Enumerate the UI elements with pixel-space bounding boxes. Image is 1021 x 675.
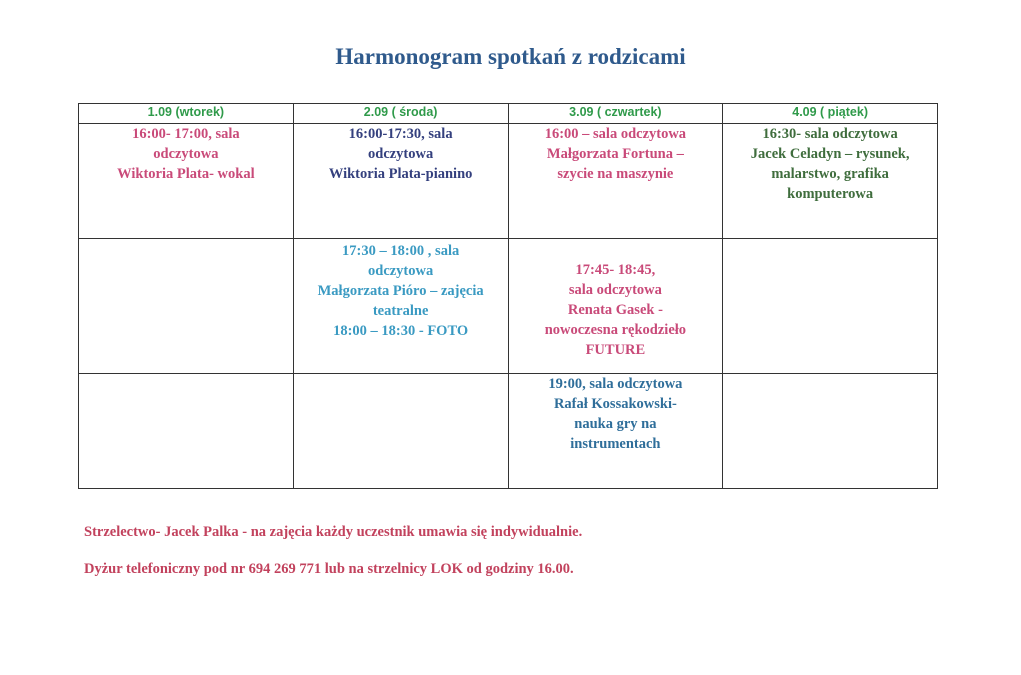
schedule-cell [79, 374, 294, 489]
schedule-row [79, 374, 938, 489]
event-line: malarstwo, grafika [771, 166, 889, 182]
event-line: 16:00-17:30, sala [348, 126, 453, 142]
schedule-cell [79, 124, 294, 239]
event-line: nauka gry na [574, 416, 657, 432]
schedule-cell [293, 124, 508, 239]
event-line: 16:30- sala odczytowa [762, 126, 898, 142]
page-title: Harmonogram spotkań z rodzicami [335, 44, 686, 69]
schedule-row [79, 124, 938, 239]
day-header: 1.09 (wtorek) [79, 104, 294, 124]
event-line: nowoczesna rękodzieło [544, 322, 687, 338]
schedule-row [79, 239, 938, 374]
schedule-cell [723, 374, 938, 489]
event-line: odczytowa [368, 263, 434, 279]
event-line: odczytowa [153, 146, 219, 162]
schedule-cell [508, 374, 723, 489]
event-line: teatralne [372, 303, 429, 319]
event-line: odczytowa [368, 146, 434, 162]
schedule-cell [293, 374, 508, 489]
event-line: Wiktoria Plata- wokal [117, 166, 255, 182]
event-line: szycie na maszynie [557, 166, 674, 182]
schedule-cell [79, 239, 294, 374]
schedule-cell [723, 124, 938, 239]
day-header: 3.09 ( czwartek) [508, 104, 723, 124]
event-line: Małgorzata Fortuna – [546, 146, 684, 162]
event-line: FUTURE [585, 342, 646, 358]
event-line: 16:00- 17:00, sala [132, 126, 240, 142]
event-line: Rafał Kossakowski- [553, 396, 677, 412]
day-header: 2.09 ( środa) [293, 104, 508, 124]
event-entry [300, 124, 502, 184]
event-line: 17:45- 18:45, [575, 262, 656, 278]
event-line: Wiktoria Plata-pianino [328, 166, 473, 182]
event-line: Renata Gasek - [567, 302, 663, 318]
schedule-cell [508, 239, 723, 374]
event-entry [729, 124, 931, 204]
event-entry [300, 241, 502, 341]
footer-note-phone: Dyżur telefoniczny pod nr 694 269 771 lub na strzelnicy LOK od godziny 16.00. [84, 561, 574, 577]
event-line: instrumentach [570, 436, 661, 452]
event-line: 17:30 – 18:00 , sala [342, 243, 460, 259]
event-line: Małgorzata Pióro – zajęcia [317, 283, 484, 299]
day-header-row [79, 104, 938, 124]
schedule-table [78, 103, 938, 489]
event-line: komputerowa [787, 186, 874, 202]
footer-note-shooting: Strzelectwo- Jacek Palka - na zajęcia każdy uczestnik umawia się indywidualnie. [84, 524, 583, 540]
event-entry [515, 260, 717, 360]
schedule-cell [508, 124, 723, 239]
event-line: 18:00 – 18:30 - FOTO [333, 323, 469, 339]
event-entry [515, 374, 717, 454]
event-entry [85, 124, 287, 184]
event-line: 19:00, sala odczytowa [548, 376, 683, 392]
schedule-cell [293, 239, 508, 374]
event-line: 16:00 – sala odczytowa [544, 126, 687, 142]
schedule-cell [723, 239, 938, 374]
event-line: sala odczytowa [568, 282, 662, 298]
event-entry [515, 124, 717, 184]
day-header: 4.09 ( piątek) [723, 104, 938, 124]
event-line: Jacek Celadyn – rysunek, [750, 146, 910, 162]
